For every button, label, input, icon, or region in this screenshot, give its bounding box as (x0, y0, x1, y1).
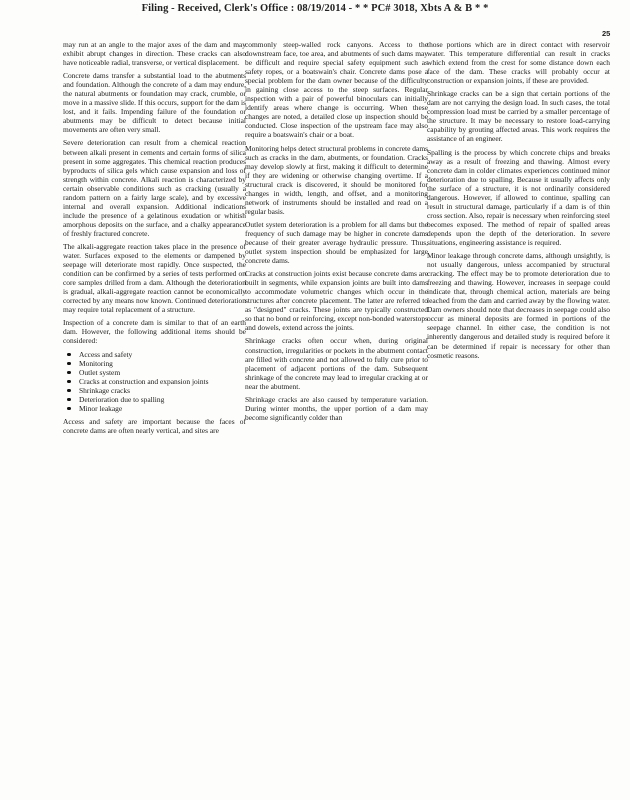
list-item: Shrinkage cracks (63, 386, 246, 395)
list-item: Cracks at construction and expansion joints (63, 377, 246, 386)
paragraph: Inspection of a concrete dam is similar to that of an earth dam. However, the following additional items should be considered: (63, 318, 246, 346)
paragraph: commonly steep-walled rock canyons. Access to the downstream face, toe area, and abutments of such dams may be difficult and require special safety equipment such as safety ropes, or a boatswain's chair. Concrete dams pose a special problem for the dam owner because of the difficulty in gaining close access to the steep surfaces. Regular inspection with a pair of powerful binoculars can initially identify areas where change is occurring. When these changes are noted, a detailed close up inspection should be conducted. Close inspection of the upstream face may also require a boatswain's chair or a boat. (245, 40, 428, 140)
paragraph: may run at an angle to the major axes of the dam and may exhibit abrupt changes in direction. These cracks can also have noticeable radial, transverse, or vertical displacement. (63, 40, 246, 68)
page-number: 25 (602, 29, 611, 38)
inspection-items-list (63, 350, 246, 413)
paragraph: Shrinkage cracks can be a sign that certain portions of the dam are not carrying the design load. In such cases, the total compression load must be carried by a smaller percentage of the structure. It may be necessary to restore load-carrying capability by grouting affected areas. This work requires the assistance of an engineer. (427, 89, 610, 144)
paragraph: Access and safety are important because the faces of concrete dams are often nearly vertical, and sites are (63, 416, 246, 435)
text-column-left (63, 40, 246, 439)
paragraph: those portions which are in direct contact with reservoir water. This temperature differential can result in cracks which extend from the crest for some distance down each face of the dam. These cracks will probably occur at construction or expansion joints, if these are provided. (427, 40, 610, 86)
paragraph: Shrinkage cracks are also caused by temperature variation. During winter months, the upper portion of a dam may become significantly colder than (245, 394, 428, 422)
paragraph: Spalling is the process by which concrete chips and breaks away as a result of freezing and thawing. Almost every concrete dam in colder climates experiences continued minor deterioration due to spalling. Because it usually affects only the surface of a structure, it is not ordinarily considered dangerous. However, if allowed to continue, spalling can result in structural damage, particularly if a dam is of thin cross section. Also, repair is necessary when reinforcing steel becomes exposed. The method of repair of spalled areas depends upon the depth of the deterioration. In severe situations, engineering assistance is required. (427, 147, 610, 247)
list-item: Deterioration due to spalling (63, 395, 246, 404)
paragraph: The alkali-aggregate reaction takes place in the presence of water. Surfaces exposed to the elements or dampened by seepage will deteriorate most rapidly. Once suspected, the condition can be confirmed by a series of tests performed on core samples drilled from a dam. Although the deterioration is gradual, alkali-aggregate reaction cannot be economically corrected by any means now known. Continued deterioration may require total replacement of a structure. (63, 241, 246, 315)
paragraph: Outlet system deterioration is a problem for all dams but the frequency of such damage may be higher in concrete dams because of their greater average hydraulic pressure. Thus, outlet system inspection should be emphasized for large concrete dams. (245, 219, 428, 266)
list-item: Minor leakage (63, 404, 246, 413)
list-item: Outlet system (63, 368, 246, 377)
paragraph: Monitoring helps detect structural problems in concrete dams such as cracks in the dam, abutments, or foundation. Cracks may develop slowly at first, making it difficult to determine if they are widening or otherwise changing overtime. If a structural crack is discovered, it should be monitored for changes in width, length, and offset, and a monitoring network of instruments should be installed and read on a regular basis. (245, 143, 428, 216)
paragraph: Cracks at construction joints exist because concrete dams are built in segments, while expansion joints are built into dams to accommodate volumetric changes which occur in the structures after concrete placement. The latter are referred to as "designed" cracks. These joints are typically constructed so that no bond or reinforcing, except non-bonded waterstops and dowels, extend across the joints. (245, 269, 428, 333)
paragraph: Severe deterioration can result from a chemical reaction between alkali present in cements and certain forms of silica present in some aggregates. This chemical reaction produces byproducts of silica gels which cause expansion and loss of strength within concrete. Alkali reaction is characterized by certain observable conditions such as cracking (usually a random pattern on a fairly large scale), and by excessive internal and overall expansion. Additional indications include the presence of a gelatinous exudation or whitish amorphous deposits on the surface, and a chalky appearance of freshly fractured concrete. (63, 138, 246, 238)
paragraph: Minor leakage through concrete dams, although unsightly, is not usually dangerous, unless accompanied by structural cracking. The effect may be to promote deterioration due to freezing and thawing. However, increases in seepage could indicate that, through chemical action, materials are being leached from the dam and carried away by the flowing water. Dam owners should note that decreases in seepage could also occur as mineral deposits are formed in portions of the seepage channel. In either case, the condition is not inherently dangerous and detailed study is required before it can be determined if repair is necessary for other than cosmetic reasons. (427, 251, 610, 360)
paragraph: Concrete dams transfer a substantial load to the abutments and foundation. Although the concrete of a dam may endure, the natural abutments or foundation may crack, crumble, or move in a massive slide. If this occurs, support for the dam is lost, and it fails. Impending failure of the foundation or abutments may be difficult to detect because initial movements are often very small. (63, 71, 246, 135)
filing-stamp-header: Filing - Received, Clerk's Office : 08/19/2014 - * * PC# 3018, Xbts A & B * * (141, 3, 489, 14)
list-item: Access and safety (63, 350, 246, 359)
text-column-right (427, 40, 610, 364)
text-column-middle (245, 40, 428, 426)
paragraph: Shrinkage cracks often occur when, during original construction, irregularities or pockets in the abutment contact are filled with concrete and not allowed to fully cure prior to placement of adjacent portions of the dam. Subsequent shrinkage of the concrete may lead to irregular cracking at or near the abutment. (245, 336, 428, 391)
list-item: Monitoring (63, 359, 246, 368)
